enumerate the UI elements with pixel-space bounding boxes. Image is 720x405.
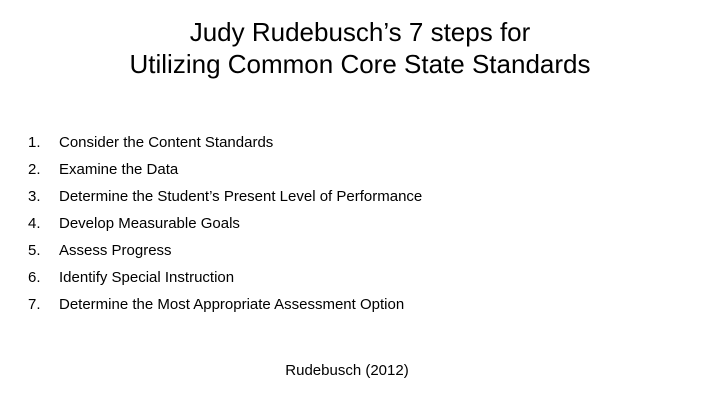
- step-number: 7.: [28, 296, 41, 313]
- step-text: Identify Special Instruction: [59, 269, 235, 286]
- list-item-step-6: [28, 264, 422, 291]
- step-text: Determine the Student’s Present Level of Performance: [59, 188, 423, 205]
- list-item-step-7: [28, 291, 422, 318]
- step-number: 6.: [28, 269, 41, 286]
- citation: Rudebusch (2012): [285, 362, 409, 379]
- step-text: Consider the Content Standards: [59, 134, 274, 151]
- step-number: 4.: [28, 215, 41, 232]
- list-item-step-2: [28, 156, 422, 183]
- step-text: Assess Progress: [59, 242, 172, 259]
- list-item-step-5: [28, 237, 422, 264]
- list-item-step-3: [28, 183, 422, 210]
- list-item-step-1: [28, 129, 422, 156]
- slide-title: [0, 16, 720, 80]
- list-item-step-4: [28, 210, 422, 237]
- slide-title-line-2: Utilizing Common Core State Standards: [129, 49, 591, 79]
- step-text: Develop Measurable Goals: [59, 215, 240, 232]
- steps-list: [28, 129, 422, 318]
- step-number: 1.: [28, 134, 41, 151]
- step-text: Examine the Data: [59, 161, 179, 178]
- step-text: Determine the Most Appropriate Assessment Option: [59, 296, 405, 313]
- step-number: 5.: [28, 242, 41, 259]
- step-number: 3.: [28, 188, 41, 205]
- step-number: 2.: [28, 161, 41, 178]
- slide-title-line-1: Judy Rudebusch’s 7 steps for: [189, 17, 531, 47]
